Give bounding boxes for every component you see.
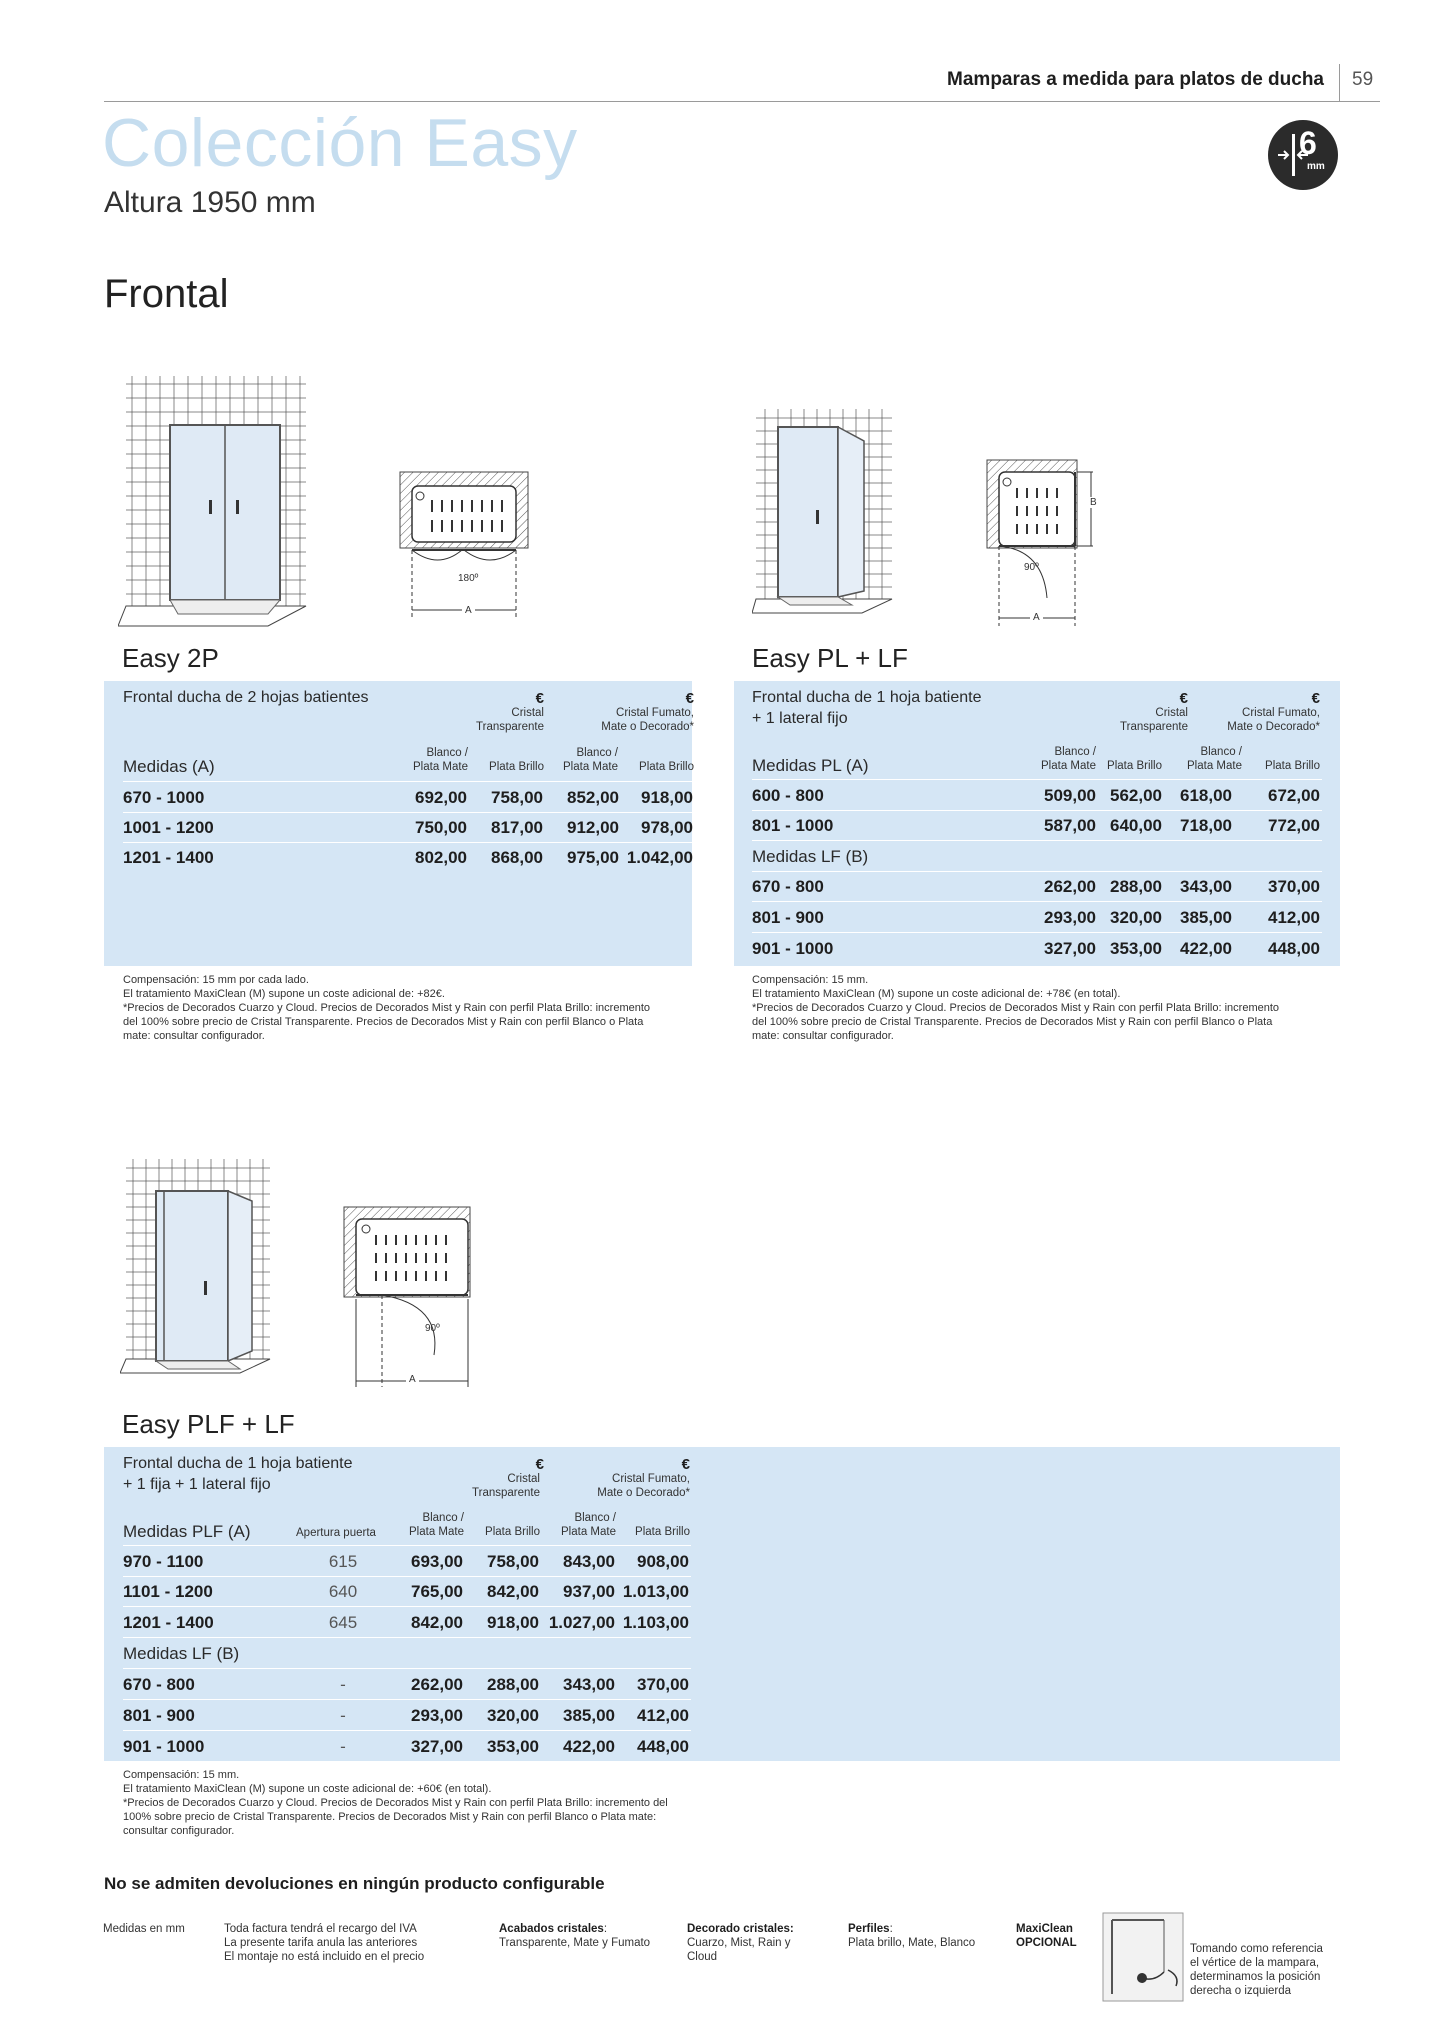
easypl-title: Easy PL + LF — [752, 643, 908, 673]
easy2p-dim-a: A — [462, 605, 475, 616]
easypl-finish-1: Blanco / Plata Mate — [1041, 746, 1096, 772]
easy2p-angle-label: 180º — [458, 573, 479, 584]
easyplf-finish-1: Blanco / Plata Mate — [409, 1512, 464, 1538]
glass-thickness-badge — [1268, 120, 1338, 190]
easy2p-euro-2: € — [685, 690, 694, 707]
easy2p-measure-label: Medidas (A) — [123, 757, 215, 776]
easyplf-euro-2: € — [681, 1456, 690, 1473]
table-row: 801 - 900 293,00 320,00 385,00 412,00 — [752, 902, 1322, 933]
table-row: 1201 - 1400 645 842,00 918,00 1.027,00 1.103,00 — [123, 1607, 691, 1638]
easy2p-glass-2: Cristal Fumato, Mate o Decorado* — [601, 707, 694, 733]
table-row: 1001 - 1200 750,00 817,00 912,00 978,00 — [123, 812, 695, 843]
easypl-euro-1: € — [1179, 690, 1188, 707]
easyplf-desc: Frontal ducha de 1 hoja batiente + 1 fija + 1 lateral fijo — [123, 1455, 353, 1493]
table-row: 670 - 800 - 262,00 288,00 343,00 370,00 — [123, 1669, 691, 1700]
easy2p-finish-3: Blanco / Plata Mate — [563, 747, 618, 773]
easy2p-tray-plan — [398, 470, 533, 620]
table-subheader-row: Medidas LF (B) — [752, 841, 1322, 872]
section-title: Frontal — [104, 272, 229, 316]
easypl-finish-4: Plata Brillo — [1265, 760, 1320, 772]
easypl-dim-a: A — [1030, 612, 1043, 623]
easypl-tray-plan — [985, 458, 1097, 628]
table-row: 801 - 900 - 293,00 320,00 385,00 412,00 — [123, 1700, 691, 1731]
easy2p-finish-4: Plata Brillo — [639, 761, 694, 773]
easy2p-euro-1: € — [535, 690, 544, 707]
easypl-glass-2: Cristal Fumato, Mate o Decorado* — [1227, 707, 1320, 733]
table-row: 1101 - 1200 640 765,00 842,00 937,00 1.013,00 — [123, 1576, 691, 1607]
easyplf-dim-a: A — [406, 1374, 419, 1385]
orientation-reference-icon — [1102, 1912, 1184, 2002]
easyplf-opening-label: Apertura puerta — [296, 1527, 376, 1539]
easypl-euro-2: € — [1311, 690, 1320, 707]
easypl-angle-label: 90º — [1024, 562, 1039, 573]
easyplf-notes: Compensación: 15 mm. El tratamiento MaxiClean (M) supone un coste adicional de: +60€ (en total). *Precios de Decorados Cuarzo y Cloud. Precios de Decorados Mist y Rain con perfil Plata Brillo: incremento del 100% sobre precio de Cristal Transparente. Precios de Decorados Mist y Rain con perfil Blanco o Plata mate: consultar configurador. — [123, 1769, 668, 1837]
footer-maxiclean: MaxiClean OPCIONAL — [1016, 1923, 1077, 1949]
footer-reference-text: Tomando como referencia el vértice de la mampara, determinamos la posición derecha o izquierda — [1190, 1943, 1323, 1997]
easyplf-euro-1: € — [535, 1456, 544, 1473]
easyplf-measure-label: Medidas PLF (A) — [123, 1522, 251, 1541]
page-number: 59 — [1352, 69, 1374, 90]
easy2p-finish-2: Plata Brillo — [489, 761, 544, 773]
easy2p-title: Easy 2P — [122, 643, 219, 673]
easypl-finish-3: Blanco / Plata Mate — [1187, 746, 1242, 772]
table-row: 670 - 800 262,00 288,00 343,00 370,00 — [752, 871, 1322, 902]
no-returns-notice: No se admiten devoluciones en ningún producto configurable — [104, 1874, 605, 1893]
easy2p-price-panel — [104, 681, 692, 966]
table-row: 801 - 1000 587,00 640,00 718,00 772,00 — [752, 810, 1322, 841]
badge-unit: mm — [1307, 161, 1325, 172]
easypl-glass-1: Cristal Transparente — [1120, 707, 1188, 733]
footer-profiles: Perfiles: Plata brillo, Mate, Blanco — [848, 1923, 976, 1949]
easy2p-notes: Compensación: 15 mm por cada lado. El tratamiento MaxiClean (M) supone un coste adicional de: +82€. *Precios de Decorados Cuarzo y Cloud. Precios de Decorados Mist y Rain con perfil Plata Brillo: incremento del 100% sobre precio de Cristal Transparente. Precios de Decorados Mist y Rain con perfil Blanco o Plata mate: consultar configurador. — [123, 974, 651, 1042]
easy2p-finish-1: Blanco / Plata Mate — [413, 747, 468, 773]
easypl-dim-b: B — [1090, 497, 1097, 508]
easyplf-enclosure-drawing — [120, 1155, 275, 1375]
table-row: 1201 - 1400 802,00 868,00 975,00 1.042,00 — [123, 848, 693, 867]
easyplf-price-panel — [104, 1447, 1340, 1761]
easy2p-glass-1: Cristal Transparente — [476, 707, 544, 733]
easypl-measure-label: Medidas PL (A) — [752, 756, 869, 775]
table-row: 901 - 1000 - 327,00 353,00 422,00 448,00 — [123, 1737, 689, 1756]
easypl-finish-2: Plata Brillo — [1107, 760, 1162, 772]
easyplf-finish-2: Plata Brillo — [485, 1526, 540, 1538]
footer-finishes: Acabados cristales: Transparente, Mate y Fumato — [499, 1923, 651, 1949]
table-row: 600 - 800 509,00 562,00 618,00 672,00 — [752, 779, 1322, 811]
badge-value: 6 — [1299, 125, 1317, 161]
footer-measures: Medidas en mm — [103, 1923, 185, 1935]
footer-invoice-notes: Toda factura tendrá el recargo del IVA La presente tarifa anula las anteriores El montaje no está incluido en el precio — [224, 1923, 425, 1963]
easypl-enclosure-drawing — [752, 405, 897, 615]
table-subheader-row: Medidas LF (B) — [123, 1638, 691, 1669]
easypl-notes: Compensación: 15 mm. El tratamiento MaxiClean (M) supone un coste adicional de: +78€ (en total). *Precios de Decorados Cuarzo y Cloud. Precios de Decorados Mist y Rain con perfil Plata Brillo: incremento del 100% sobre precio de Cristal Transparente. Precios de Decorados Mist y Rain con perfil Blanco o Plata mate: consultar configurador. — [752, 974, 1280, 1042]
easypl-price-panel — [734, 681, 1340, 966]
header-title: Mamparas a medida para platos de ducha — [947, 69, 1324, 90]
easyplf-finish-4: Plata Brillo — [635, 1526, 690, 1538]
header-separator — [1339, 64, 1340, 102]
glass-bar-icon — [1292, 134, 1295, 176]
table-row: 970 - 1100 615 693,00 758,00 843,00 908,00 — [123, 1545, 691, 1577]
header-rule — [104, 101, 1380, 102]
table-row: 670 - 1000 692,00 758,00 852,00 918,00 — [123, 781, 695, 813]
easyplf-glass-2: Cristal Fumato, Mate o Decorado* — [597, 1473, 690, 1499]
table-row: 901 - 1000 327,00 353,00 422,00 448,00 — [752, 939, 1320, 958]
easyplf-finish-3: Blanco / Plata Mate — [561, 1512, 616, 1538]
easyplf-angle-label: 90º — [425, 1323, 440, 1334]
collection-subtitle: Altura 1950 mm — [104, 186, 316, 219]
easypl-desc: Frontal ducha de 1 hoja batiente + 1 lateral fijo — [752, 689, 982, 727]
footer-decor: Decorado cristales: Cuarzo, Mist, Rain y Cloud — [687, 1923, 794, 1963]
easyplf-title: Easy PLF + LF — [122, 1409, 295, 1439]
easy2p-desc: Frontal ducha de 2 hojas batientes — [123, 689, 369, 706]
collection-title: Colección Easy — [102, 105, 578, 181]
easyplf-glass-1: Cristal Transparente — [472, 1473, 540, 1499]
easy2p-enclosure-drawing — [118, 370, 318, 630]
easyplf-tray-plan — [342, 1205, 472, 1390]
